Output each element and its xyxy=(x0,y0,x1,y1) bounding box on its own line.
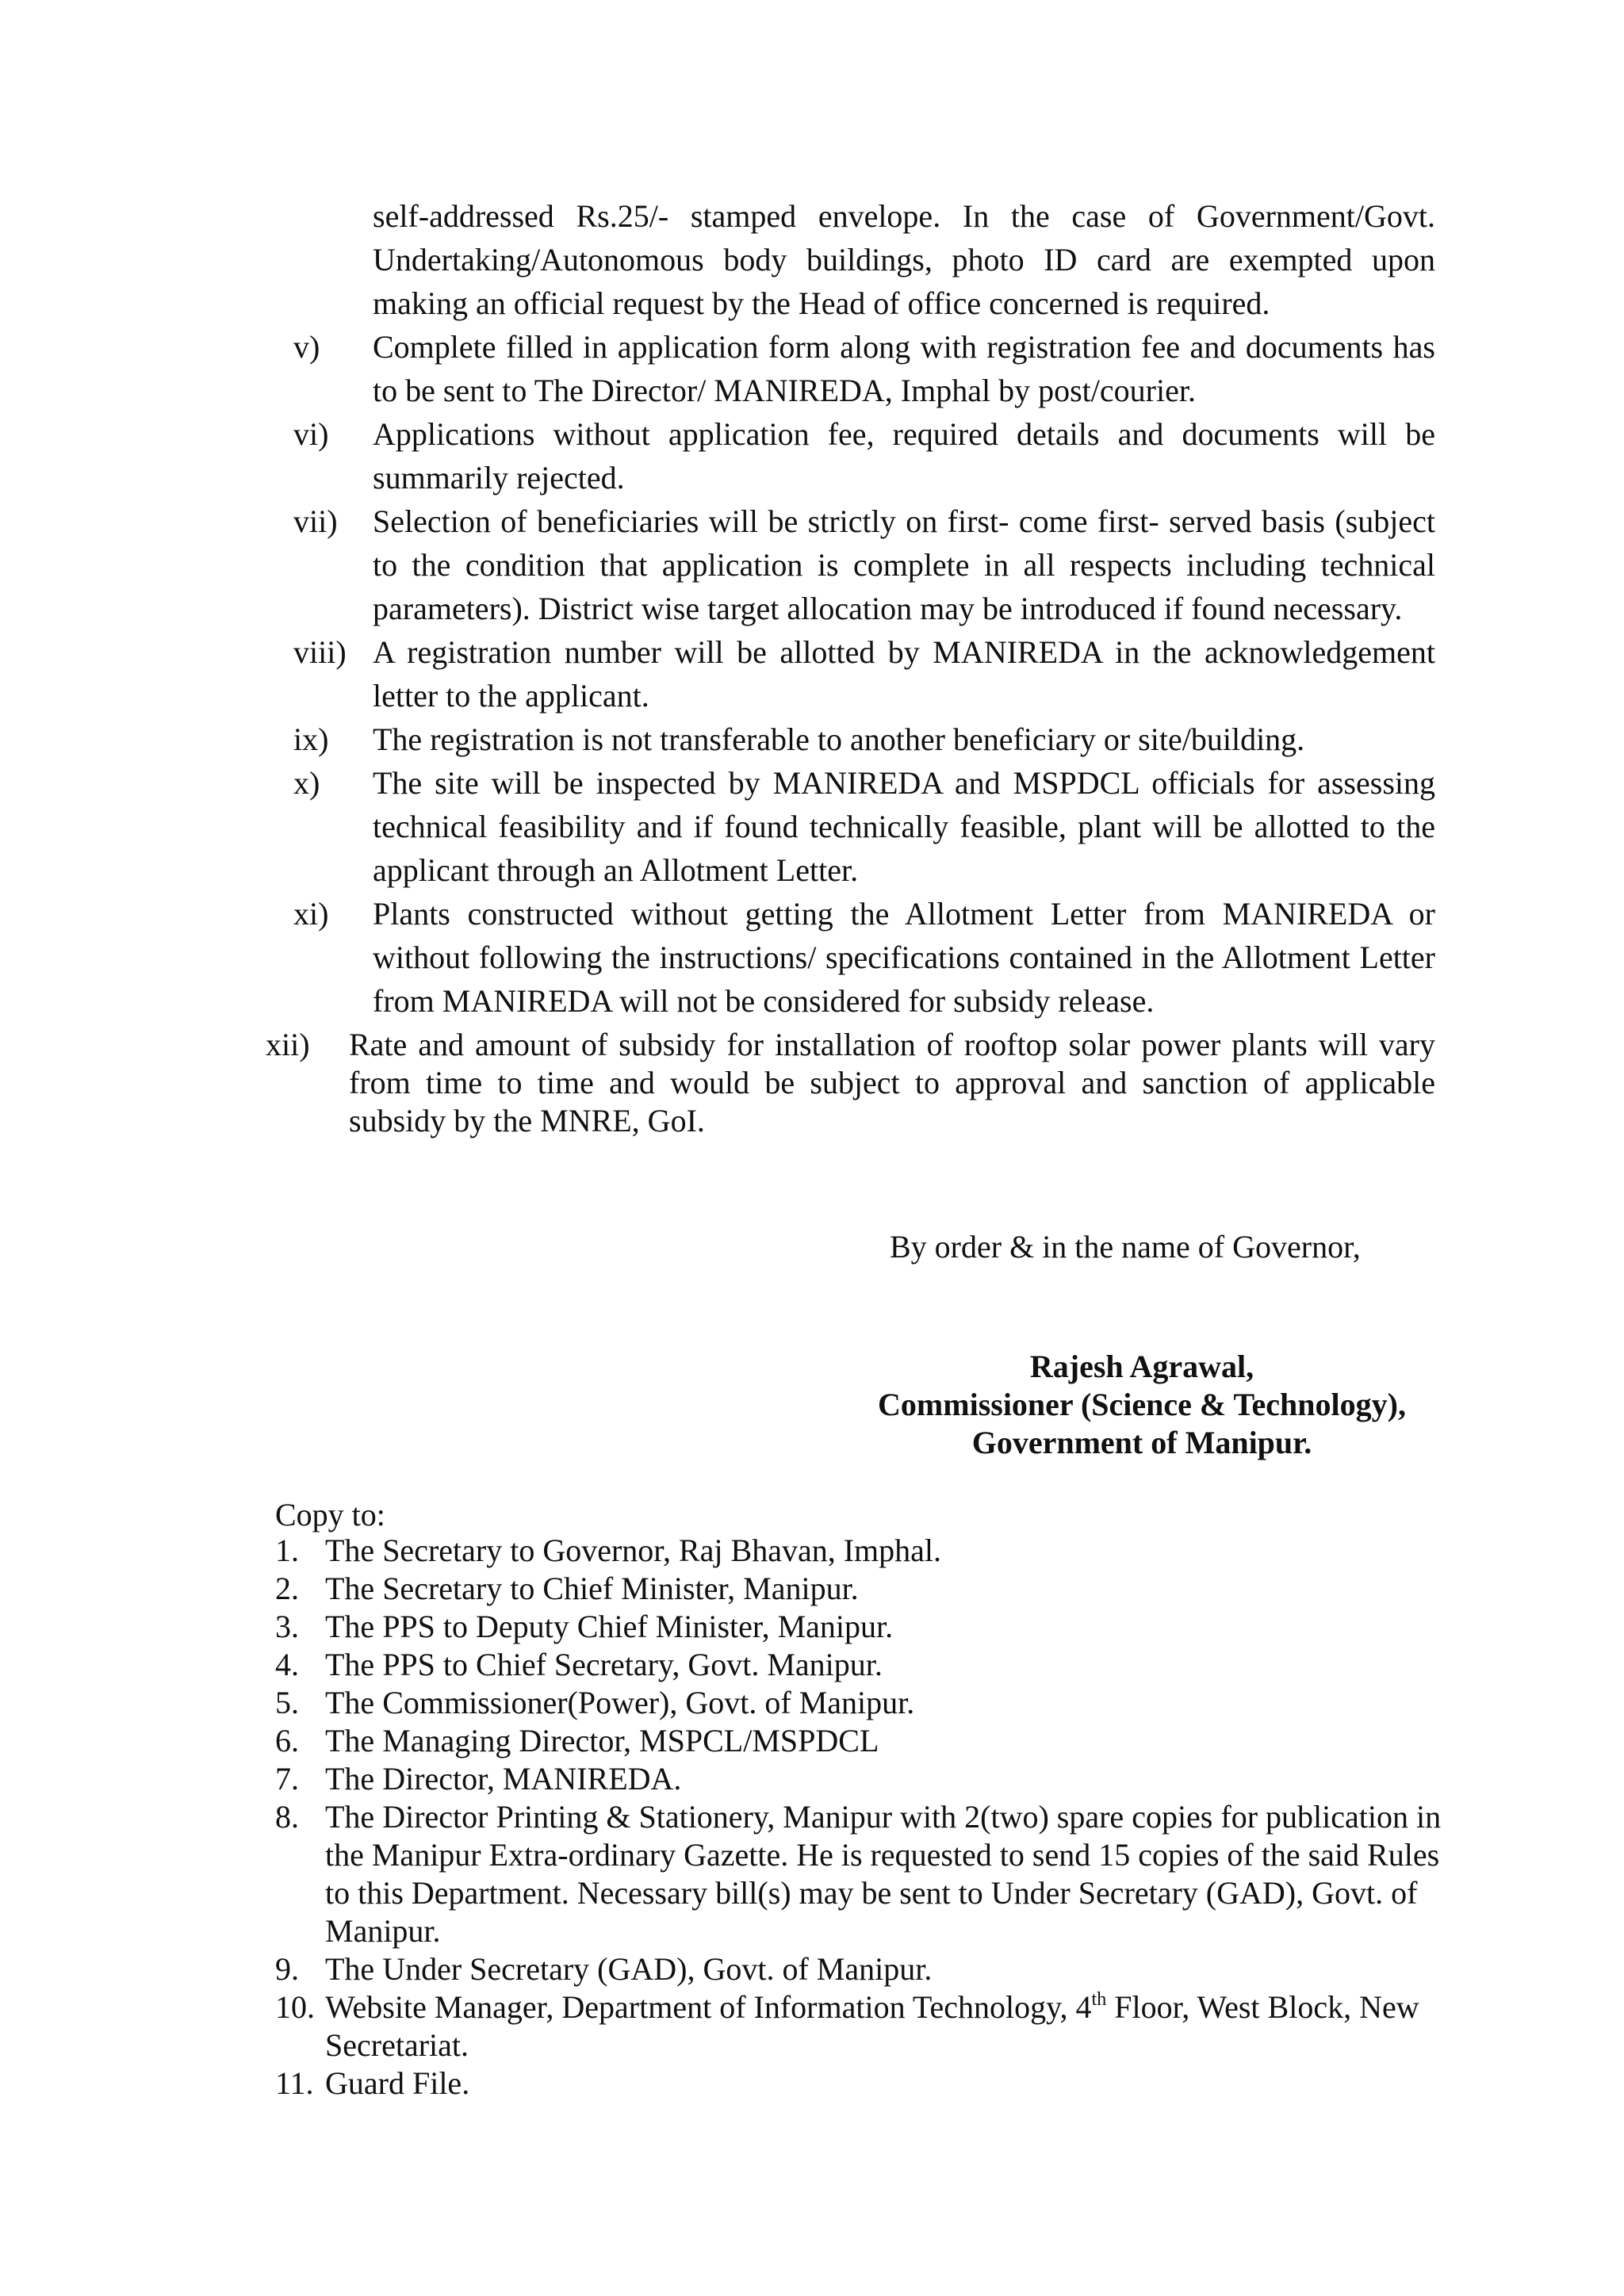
signature-block xyxy=(825,1348,1459,1462)
item-text: The registration is not transferable to another beneficiary or site/building. xyxy=(373,721,1305,757)
item-text: Selection of beneficiaries will be strictly on first- come first- served basis (subject to the condition that application is complete in all respects including technical parameters). District wise target allocation may be introduced if found necessary. xyxy=(373,503,1435,626)
ordinal-superscript: th xyxy=(1091,1989,1107,2010)
list-item xyxy=(270,718,1435,761)
copy-item-number: 7. xyxy=(275,1761,299,1797)
copy-to-list xyxy=(275,1532,1449,2103)
copy-item-number: 3. xyxy=(275,1609,299,1644)
copy-item xyxy=(275,1722,1449,1760)
list-item xyxy=(270,325,1435,412)
copy-item-text: The Secretary to Chief Minister, Manipur. xyxy=(325,1571,859,1606)
list-item xyxy=(270,761,1435,892)
item-number: viii) xyxy=(293,634,347,670)
copy-item xyxy=(275,2064,1449,2103)
copy-item xyxy=(275,1760,1449,1798)
copy-item-number: 10. xyxy=(275,1989,315,2025)
copy-to-heading: Copy to: xyxy=(275,1497,385,1533)
list-item xyxy=(270,630,1435,718)
copy-item-number: 1. xyxy=(275,1533,299,1568)
copy-item-text: The Secretary to Governor, Raj Bhavan, Imphal. xyxy=(325,1533,942,1568)
copy-item-text: The PPS to Deputy Chief Minister, Manipur. xyxy=(325,1609,894,1644)
list-item xyxy=(266,1026,1435,1140)
list-item xyxy=(270,892,1435,1023)
copy-item-text: The Commissioner(Power), Govt. of Manipur. xyxy=(325,1685,915,1720)
copy-item xyxy=(275,1532,1449,1570)
copy-item xyxy=(275,1684,1449,1722)
copy-item xyxy=(275,1798,1449,1950)
copy-item xyxy=(275,1646,1449,1684)
signatory-name: Rajesh Agrawal, xyxy=(1029,1349,1254,1384)
list-item xyxy=(270,499,1435,630)
copy-item xyxy=(275,1950,1449,1988)
item-text: Complete filled in application form along with registration fee and documents has to be sent to The Director/ MANIREDA, Imphal by post/courier. xyxy=(373,329,1435,408)
copy-item-number: 2. xyxy=(275,1571,299,1606)
item-text: Plants constructed without getting the Allotment Letter from MANIREDA or without following the instructions/ specifications contained in the Allotment Letter from MANIREDA will not be considered for subsidy release. xyxy=(373,896,1435,1019)
conditions-list xyxy=(266,325,1435,1140)
copy-item-number: 5. xyxy=(275,1685,299,1720)
item-text: The site will be inspected by MANIREDA and MSPDCL officials for assessing technical feasibility and if found technically feasible, plant will be allotted to the applicant through an Allotment Letter. xyxy=(373,765,1435,888)
signatory-designation: Commissioner (Science & Technology), xyxy=(878,1387,1406,1422)
copy-item-number: 9. xyxy=(275,1951,299,1987)
item-text: Rate and amount of subsidy for installation of rooftop solar power plants will vary from time to time and would be subject to approval and sanction of applicable subsidy by the MNRE, GoI. xyxy=(349,1027,1435,1138)
copy-item-number: 6. xyxy=(275,1723,299,1758)
continuation-paragraph: self-addressed Rs.25/- stamped envelope. In the case of Government/Govt. Undertaking/Autonomous body buildings, photo ID card are exempted upon making an official request by the Head of office concerned is required. xyxy=(373,198,1435,321)
item-number: vi) xyxy=(293,416,329,452)
list-item xyxy=(270,412,1435,499)
copy-item xyxy=(275,1608,1449,1646)
copy-item-text: The Director, MANIREDA. xyxy=(325,1761,682,1797)
signatory-office: Government of Manipur. xyxy=(971,1425,1312,1460)
copy-item-number: 8. xyxy=(275,1799,299,1835)
copy-item-number: 4. xyxy=(275,1647,299,1682)
copy-item-text-part: Website Manager, Department of Information Technology, 4 xyxy=(325,1989,1092,2025)
item-number: v) xyxy=(293,329,320,365)
copy-item xyxy=(275,1570,1449,1608)
copy-item-text: The Under Secretary (GAD), Govt. of Manipur. xyxy=(325,1951,933,1987)
item-number: x) xyxy=(293,765,320,801)
item-text: Applications without application fee, required details and documents will be summarily rejected. xyxy=(373,416,1435,496)
copy-item-number: 11. xyxy=(275,2065,314,2101)
copy-item-text xyxy=(325,1989,1419,2063)
item-number: vii) xyxy=(293,503,338,539)
copy-item-text-part: Floor, West Block, New Secretariat. xyxy=(325,1989,1419,2063)
item-number: xii) xyxy=(266,1027,310,1062)
copy-item xyxy=(275,1988,1449,2064)
item-number: xi) xyxy=(293,896,329,932)
closing-line: By order & in the name of Governor, xyxy=(890,1229,1361,1265)
item-number: ix) xyxy=(293,721,329,757)
copy-item-text: The PPS to Chief Secretary, Govt. Manipur. xyxy=(325,1647,883,1682)
copy-item-text: The Managing Director, MSPCL/MSPDCL xyxy=(325,1723,879,1758)
copy-item-text: The Director Printing & Stationery, Manipur with 2(two) spare copies for publication in the Manipur Extra-ordinary Gazette. He is requested to send 15 copies of the said Rules to this Department. Necessary bill(s) may be sent to Under Secretary (GAD), Govt. of Manipur. xyxy=(325,1799,1442,1949)
copy-item-text: Guard File. xyxy=(325,2065,470,2101)
item-text: A registration number will be allotted by MANIREDA in the acknowledgement letter to the applicant. xyxy=(373,634,1435,714)
